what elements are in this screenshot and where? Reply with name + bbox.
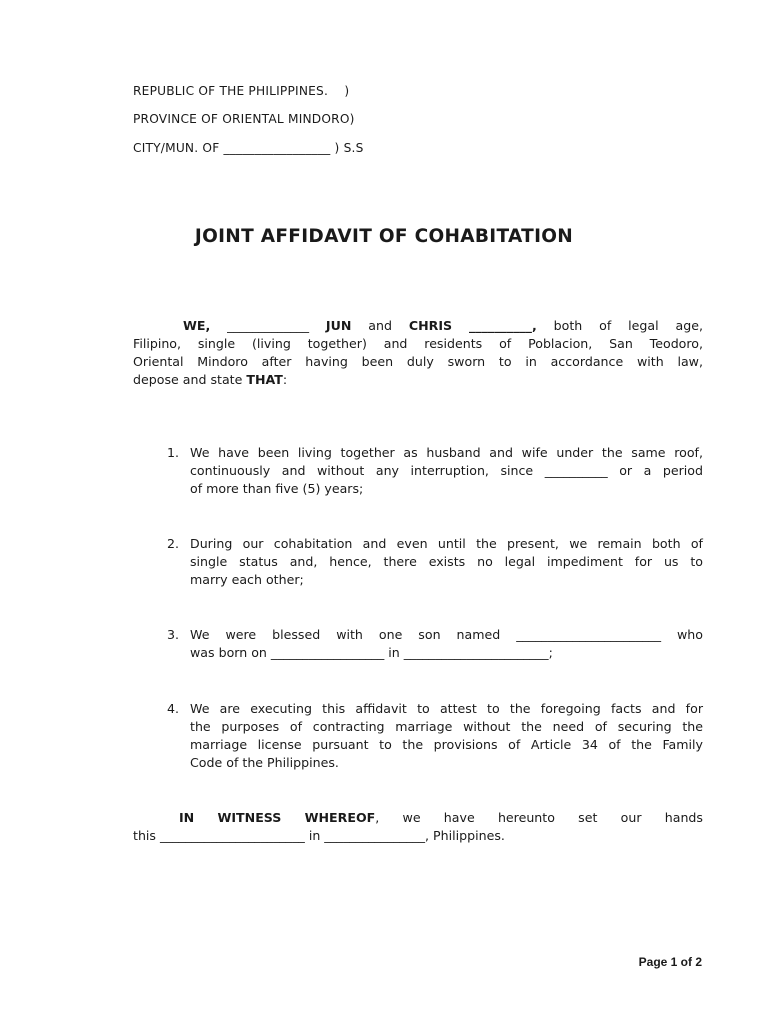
list-item-line: During our cohabitation and even until the present, we remain both of [190,536,703,551]
list-item-line: We have been living together as husband and wife under the same roof, [190,445,703,460]
document-title: JOINT AFFIDAVIT OF COHABITATION [194,226,574,247]
header-city: CITY/MUN. OF _________________ ) S.S [133,141,364,155]
list-item-number: 1. [167,445,180,460]
intro-blank-1: _____________ [227,318,310,333]
intro-that: THAT [246,372,283,387]
intro-line-1 [133,317,703,335]
intro-name-2: CHRIS [408,318,453,333]
list-item-line: marriage license pursuant to the provisions of Article 34 of the Family [190,737,703,752]
witness-word: WITNESS [217,810,282,825]
list-item-line: of more than five (5) years; [190,481,364,496]
list-item-3 [167,626,703,662]
header-province: PROVINCE OF ORIENTAL MINDORO) [133,112,355,126]
list-item-line: Code of the Philippines. [190,755,339,770]
witness-in: IN [179,810,195,825]
list-item-line: marry each other; [190,572,304,587]
list-item-number: 4. [167,701,180,716]
list-item-number: 3. [167,627,180,642]
witness-line-2: this _______________________ in ________________, Philippines. [133,828,505,843]
list-item-number: 2. [167,536,180,551]
list-item-line: We were blessed with one son named _______________________ who [190,627,703,642]
intro-line-4 [133,371,703,389]
intro-line-2: Filipino, single (living together) and residents of Poblacion, San Teodoro, [133,336,703,351]
intro-line-3: Oriental Mindoro after having been duly sworn to in accordance with law, [133,354,703,369]
list-item-line: the purposes of contracting marriage without the need of securing the [190,719,703,734]
header-republic: REPUBLIC OF THE PHILIPPINES. ) [133,84,350,98]
list-item-1 [167,444,703,498]
intro-we: WE, [183,318,211,333]
witness-rest: , we have hereunto set our hands [375,810,703,825]
list-item-4 [167,700,703,772]
intro-blank-2: __________, [469,318,537,333]
witness-whereof: WHEREOF [304,810,376,825]
list-item-line: was born on __________________ in _______________________; [190,645,553,660]
intro-name-1: JUN [325,318,352,333]
witness-paragraph [133,809,703,845]
list-item-line: We are executing this affidavit to attest to the foregoing facts and for [190,701,703,716]
list-item-line: single status and, hence, there exists no legal impediment for us to [190,554,703,569]
intro-paragraph [133,317,703,389]
intro-and: and [368,318,392,333]
intro-rest-1: both of legal age, [553,318,703,333]
list-item-line: continuously and without any interruption, since __________ or a period [190,463,703,478]
list-item-2 [167,535,703,589]
witness-line-1 [133,809,703,827]
page-number: Page 1 of 2 [638,955,702,969]
intro-line-4-text: depose and state [133,372,243,387]
intro-colon: : [282,372,288,387]
